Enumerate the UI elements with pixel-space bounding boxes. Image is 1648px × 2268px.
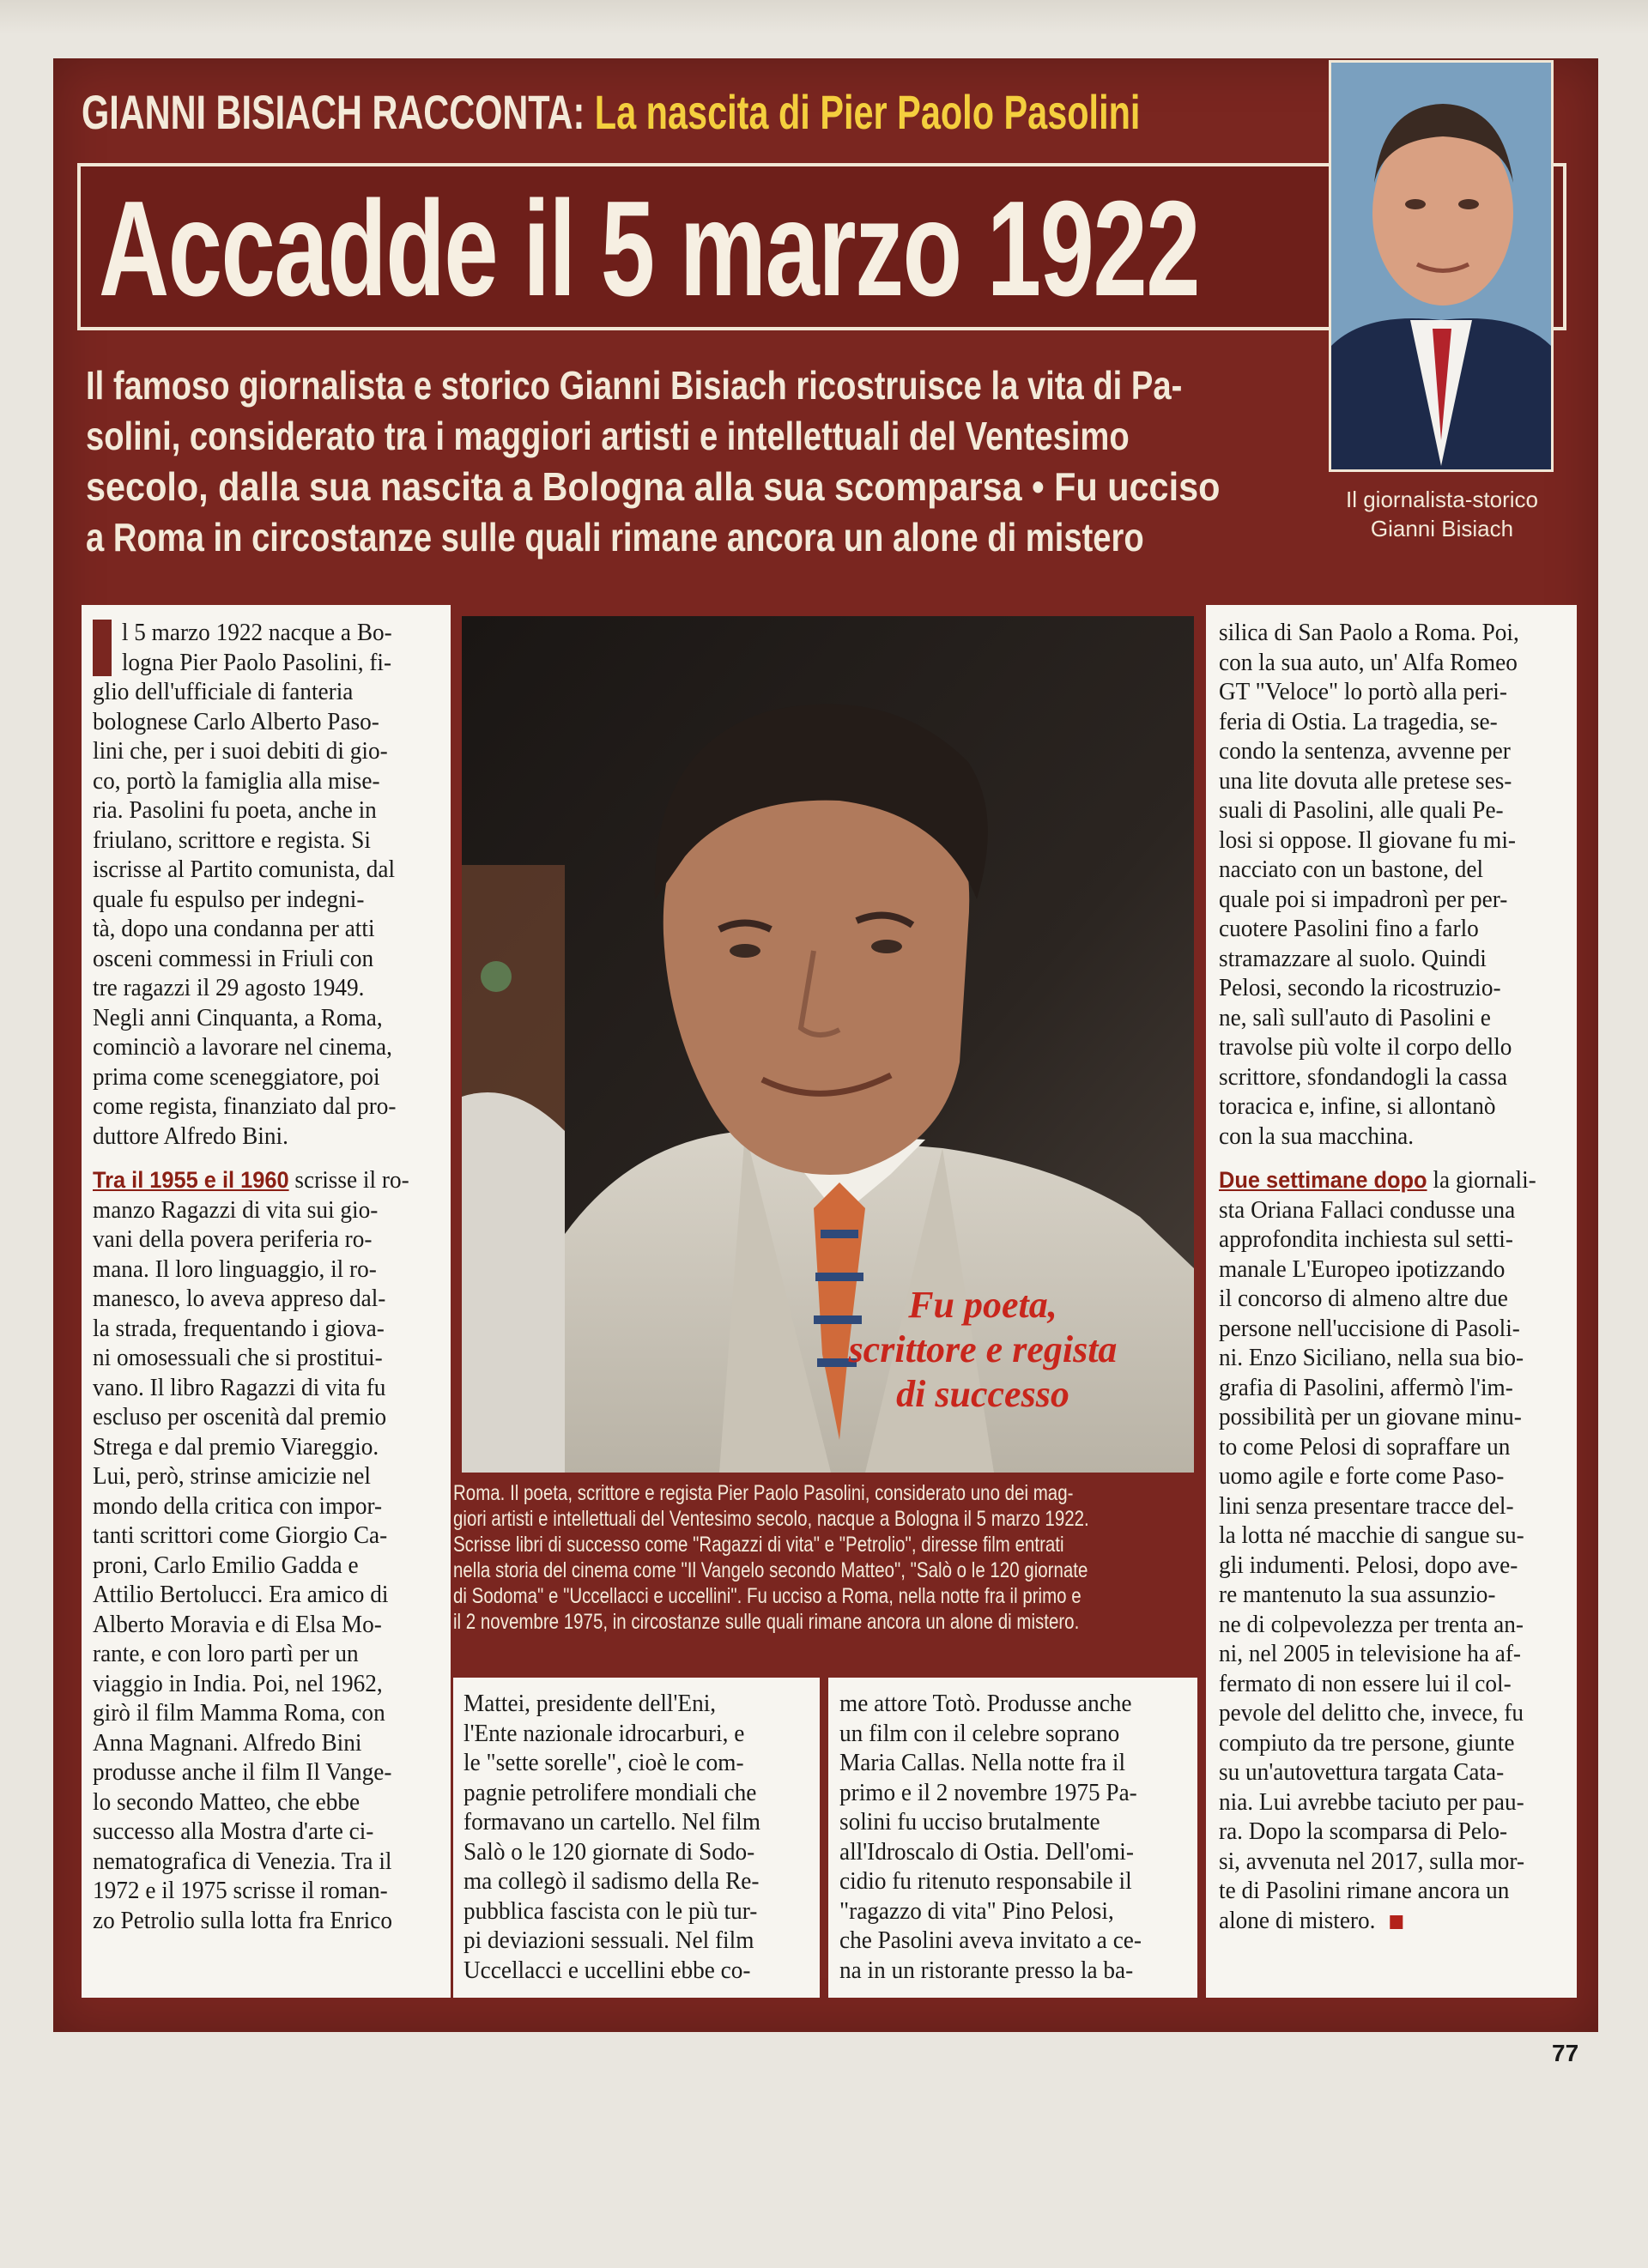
lead-line: solini, considerato tra i maggiori artisti e intellettuali del Ventesimo [86,414,1130,458]
text-line: bolognese Carlo Alberto Paso- [93,707,379,735]
text-line: me attore Totò. Produsse anche [839,1690,1132,1717]
text-line: solini fu ucciso brutalmente [839,1808,1100,1836]
text-line: Strega e dal premio Viareggio. [93,1432,379,1461]
kicker-prefix: GIANNI BISIACH RACCONTA: [82,85,585,139]
portrait-illustration [1331,63,1551,469]
text-line: silica di San Paolo a Roma. Poi, [1219,619,1519,646]
text-line: manale L'Europeo ipotizzando [1219,1255,1506,1283]
text-line: sta Oriana Fallaci condusse una [1219,1195,1516,1224]
text-line: prima come sceneggiatore, poi [93,1062,380,1091]
text-line: proni, Carlo Emilio Gadda e [93,1551,359,1579]
page-title: Accadde il 5 marzo 1922 [99,173,1200,324]
text-line: rante, e con loro partì per un [93,1640,359,1667]
subhead: Tra il 1955 e il 1960 [93,1167,289,1193]
text-line: persone nell'uccisione di Pasoli- [1219,1314,1520,1342]
caption-line: Roma. Il poeta, scrittore e regista Pier Paolo Pasolini, considerato uno dei mag- [453,1481,1074,1505]
text-line: nia. Lui avrebbe taciuto per pau- [1219,1787,1524,1816]
text-line: Pelosi, secondo la ricostruzio- [1219,974,1501,1001]
text-line: "ragazzo di vita" Pino Pelosi, [839,1896,1114,1925]
text-line: na in un ristorante presso la ba- [839,1956,1134,1984]
lead-line: Il famoso giornalista e storico Gianni Bisiach ricostruisce la vita di Pa- [86,363,1183,408]
text-line: ria. Pasolini fu poeta, anche in [93,796,377,824]
text-line: quale poi si impadronì per per- [1219,885,1508,913]
text-line: re mantenuto la sua assunzio- [1219,1581,1496,1608]
text-line: compiuto da tre persone, giunte [1219,1728,1515,1757]
text-line: ma collegò il sadismo della Re- [464,1867,760,1895]
text-line: pevole del delitto che, invece, fu [1219,1699,1524,1727]
text-line: la lotta né macchie di sangue su- [1219,1521,1524,1549]
text-line: escluso per oscenità dal premio [93,1403,387,1430]
text-line: stramazzare al suolo. Quindi [1219,944,1487,972]
end-mark-icon [1390,1915,1403,1929]
kicker-title: La nascita di Pier Paolo Pasolini [594,85,1141,139]
text-line: il concorso di almeno altre due [1219,1285,1508,1312]
subhead-rest: scrisse il ro- [288,1166,409,1194]
text-line: grafia di Pasolini, affermò l'im- [1219,1373,1513,1401]
text-line: ne di colpevolezza per trenta an- [1219,1610,1524,1638]
text-line: tre ragazzi il 29 agosto 1949. [93,974,365,1001]
text-line: zo Petrolio sulla lotta fra Enrico [93,1906,392,1934]
text-line: manesco, lo aveva appreso dal- [93,1285,386,1312]
text-line: ra. Dopo la scomparsa di Pelo- [1219,1817,1508,1845]
text-line: mana. Il loro linguaggio, il ro- [93,1255,377,1283]
caption-line: di Sodoma" e "Uccellacci e uccellini". Fu ucciso a Roma, nella notte fra il primo e [453,1584,1082,1608]
text-line: cuotere Pasolini fino a farlo [1219,915,1479,942]
text-line: to come Pelosi di sopraffare un [1219,1432,1511,1461]
subhead: Due settimane dopo [1219,1167,1427,1193]
subhead-line [93,1165,420,1195]
text-line: ne, salì sull'auto di Pasolini e [1219,1003,1491,1031]
text-line: Negli anni Cinquanta, a Roma, [93,1003,383,1031]
scan-background [0,0,1648,34]
text-line: fermato di non essere lui il col- [1219,1669,1512,1697]
text-line: produsse anche il film Il Vange- [93,1758,392,1786]
quote-line: scrittore e regista [848,1328,1118,1370]
text-line: ni. Enzo Siciliano, nella sua bio- [1219,1344,1524,1371]
text-line: Mattei, presidente dell'Eni, [464,1690,717,1717]
text-line: girò il film Mamma Roma, con [93,1699,385,1727]
text-line: vani della povera periferia ro- [93,1225,373,1253]
portrait-caption-name: Gianni Bisiach [1370,516,1514,541]
text-line: gli indumenti. Pelosi, dopo ave- [1219,1551,1518,1579]
text-line: primo e il 2 novembre 1975 Pa- [839,1778,1137,1806]
quote-line: di successo [896,1373,1069,1415]
text-line: pi deviazioni sessuali. Nel film [464,1926,754,1954]
text-line: mondo della critica con impor- [93,1491,383,1520]
text-line: logna Pier Paolo Pasolini, fi- [121,648,392,676]
text-line: ni, nel 2005 in televisione ha af- [1219,1640,1522,1667]
quote-line: Fu poeta, [908,1284,1057,1326]
text-line: su un'autovettura targata Cata- [1219,1758,1505,1786]
caption-line: Scrisse libri di successo come "Ragazzi di vita" e "Petrolio", diresse film entrati [453,1533,1064,1557]
text-line: cominciò a lavorare nel cinema, [93,1033,392,1061]
text-line: come regista, finanziato dal pro- [93,1092,397,1120]
kicker [82,79,1141,146]
text-line: Lui, però, strinse amicizie nel [93,1462,371,1490]
column-1 [93,618,440,1935]
text-line: l 5 marzo 1922 nacque a Bo- [121,619,392,646]
text-line: osceni commessi in Friuli con [93,944,374,972]
text-line: con la sua macchina. [1219,1122,1415,1150]
text-line: GT "Veloce" lo portò alla peri- [1219,678,1507,705]
text-line-last [1219,1906,1546,1936]
text-line: friulano, scrittore e regista. Si [93,826,372,854]
text-line: toracica e, infine, si allontanò [1219,1092,1496,1120]
text-line: Uccellacci e uccellini ebbe co- [464,1956,751,1984]
text-line: co, portò la famiglia alla mise- [93,766,380,795]
column-2 [464,1689,811,1985]
text-line: le "sette sorelle", cioè le com- [464,1749,744,1776]
text-line: possibilità per un giovane minu- [1219,1403,1522,1430]
text-line: feria di Ostia. La tragedia, se- [1219,707,1498,735]
text-line: Salò o le 120 giornate di Sodo- [464,1837,755,1866]
text-line: nacciato con un bastone, del [1219,856,1484,883]
caption-line: giori artisti e intellettuali del Ventesimo secolo, nacque a Bologna il 5 marzo 1922. [453,1507,1089,1531]
text-line: all'Idroscalo di Ostia. Dell'omi- [839,1837,1134,1866]
text-line: te di Pasolini rimane ancora un [1219,1877,1510,1904]
text-line: che Pasolini aveva invitato a ce- [839,1926,1142,1954]
text-line: l'Ente nazionale idrocarburi, e [464,1719,745,1747]
portrait-caption-line: Il giornalista-storico [1346,487,1538,512]
text-line: lini senza presentare tracce del- [1219,1491,1514,1520]
text-line: un film con il celebre soprano [839,1719,1120,1747]
text-line: manzo Ragazzi di vita sui gio- [93,1195,379,1224]
text-line: Attilio Bertolucci. Era amico di [93,1581,389,1608]
author-portrait [1329,60,1554,472]
text-line: lini che, per i suoi debiti di gio- [93,737,388,765]
text-line: con la sua auto, un' Alfa Romeo [1219,648,1518,676]
photo-caption [453,1480,1200,1673]
text-line: glio dell'ufficiale di fanteria [93,678,354,705]
text-line: successo alla Mostra d'arte ci- [93,1817,374,1845]
text-line: formavano un cartello. Nel film [464,1808,760,1836]
lead-line: secolo, dalla sua nascita a Bologna alla sua scomparsa • Fu ucciso [86,464,1221,509]
text-line: viaggio in India. Poi, nel 1962, [93,1669,383,1697]
caption-line: il 2 novembre 1975, in circostanze sulle quali rimane ancora un alone di mistero. [453,1610,1080,1634]
subhead-rest: la giornali- [1427,1166,1536,1194]
text-line: condo la sentenza, avvenne per [1219,737,1511,765]
text-line: lo secondo Matteo, che ebbe [93,1787,360,1816]
text-line: Maria Callas. Nella notte fra il [839,1749,1126,1776]
text-line: Anna Magnani. Alfredo Bini [93,1728,362,1757]
text-line: pagnie petrolifere mondiali che [464,1778,757,1806]
text-line: ni omosessuali che si prostitui- [93,1344,383,1371]
text-line: 1972 e il 1975 scrisse il roman- [93,1877,388,1904]
column-3 [839,1689,1187,1985]
text-line: vano. Il libro Ragazzi di vita fu [93,1373,386,1401]
text-line: pubblica fascista con le più tur- [464,1896,758,1925]
text-line: nematografica di Venezia. Tra il [93,1847,392,1875]
text-line: suali di Pasolini, alle quali Pe- [1219,796,1504,824]
text-line: cidio fu ritenuto responsabile il [839,1867,1132,1895]
text-line: duttore Alfredo Bini. [93,1122,288,1150]
text-line: approfondita inchiesta sul setti- [1219,1225,1513,1253]
lead-line: a Roma in circostanze sulle quali rimane ancora un alone di mistero [86,515,1144,559]
portrait-caption [1318,485,1566,553]
photo-quote [790,1283,1176,1463]
text-line: uomo agile e forte come Paso- [1219,1462,1505,1490]
text-line: losi si oppose. Il giovane fu mi- [1219,826,1517,854]
text-line: travolse più volte il corpo dello [1219,1033,1512,1061]
text-line: iscrisse al Partito comunista, dal [93,856,396,883]
text-line: scrittore, sfondandogli la cassa [1219,1062,1508,1091]
caption-line: nella storia del cinema come "Il Vangelo secondo Matteo", "Salò o le 120 giornate [453,1558,1088,1582]
text-line: una lite dovuta alle pretese ses- [1219,766,1512,795]
column-4 [1219,618,1566,1935]
page-number: 77 [1552,2040,1579,2066]
text-line: si, avvenuta nel 2017, sulla mor- [1219,1847,1525,1875]
lead-paragraph [86,360,1305,575]
text-line: quale fu espulso per indegni- [93,885,365,913]
subhead-line [1219,1165,1546,1195]
text-line: la strada, frequentando i giova- [93,1314,385,1342]
text-line: alone di mistero. [1219,1906,1376,1934]
text-line: Alberto Moravia e di Elsa Mo- [93,1610,382,1638]
text-line: tanti scrittori come Giorgio Ca- [93,1521,388,1549]
text-line: tà, dopo una condanna per atti [93,915,375,942]
